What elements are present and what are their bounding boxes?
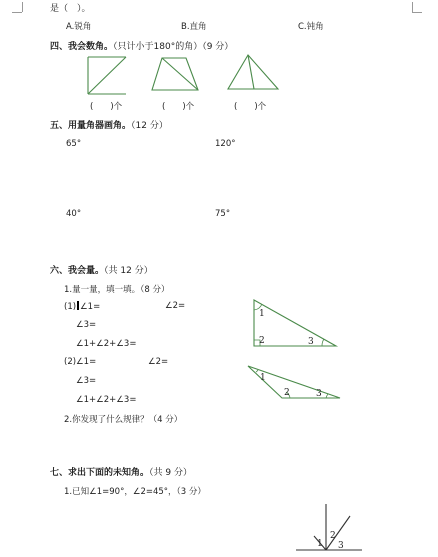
section5-heading — [50, 118, 168, 131]
section6-title: 六、我会量。 — [50, 266, 105, 276]
section5-note: （12 分） — [131, 121, 168, 131]
rule-question: 2.你发现了什么规律？（4 分） — [64, 415, 183, 425]
section5-title: 五、用量角器画角。 — [50, 121, 132, 131]
corner-mark-left — [22, 2, 23, 12]
part1-angle2: ∠2= — [165, 301, 186, 311]
fig7-label-1: 1 — [317, 539, 323, 549]
angle-65: 65° — [66, 139, 82, 149]
part2-sum: ∠1+∠2+∠3= — [76, 395, 137, 405]
part1-angle1: ∠1= — [80, 302, 101, 312]
measure-question: 1.量一量，填一填。（8 分） — [64, 285, 170, 295]
part1-sum: ∠1+∠2+∠3= — [76, 339, 137, 349]
section7-title: 七、求出下面的未知角。 — [50, 468, 150, 478]
angle-75: 75° — [215, 209, 231, 219]
part2-angle1: (2)∠1= — [64, 357, 97, 367]
angle-120: 120° — [215, 139, 236, 149]
option-b: B.直角 — [181, 22, 207, 32]
right-triangle-figure — [252, 298, 342, 350]
section4-heading — [50, 39, 233, 52]
part1-angle3: ∠3= — [76, 320, 97, 330]
figure-square-angle — [88, 57, 128, 97]
option-c: C.钝角 — [298, 22, 324, 32]
count-blank-1[interactable]: ( )个 — [90, 102, 123, 112]
option-a: A.锐角 — [66, 22, 92, 32]
tri2-label-3: 3 — [316, 389, 322, 399]
tri2-label-2: 2 — [284, 388, 290, 398]
count-blank-2[interactable]: ( )个 — [162, 102, 195, 112]
part2-angle3: ∠3= — [76, 376, 97, 386]
part1-number: (1) — [64, 302, 77, 312]
tri1-label-1: 1 — [259, 309, 265, 319]
tri1-label-3: 3 — [308, 337, 314, 347]
section6-note: （共 12 分） — [104, 266, 153, 276]
section7-note: （共 9 分） — [149, 468, 192, 478]
section7-heading — [50, 465, 192, 478]
section4-note: （只计小于180°的角）（9 分） — [113, 42, 234, 52]
corner-mark-right-h — [412, 12, 422, 13]
corner-mark-left-h — [12, 12, 22, 13]
tri1-label-2: 2 — [259, 336, 265, 346]
corner-mark-right — [412, 2, 413, 12]
angle-40: 40° — [66, 209, 82, 219]
section4-title: 四、我会数角。 — [50, 42, 114, 52]
fig7-label-3: 3 — [338, 541, 344, 551]
count-blank-3[interactable]: ( )个 — [234, 102, 267, 112]
figure-triangle — [228, 55, 280, 95]
unknown-angle-question: 1.已知∠1=90°，∠2=45°，（3 分） — [64, 487, 206, 497]
fig7-label-2: 2 — [330, 531, 336, 541]
section6-heading — [50, 263, 153, 276]
obtuse-triangle-figure — [246, 364, 346, 400]
unknown-angle-figure — [296, 500, 366, 555]
part1-label — [64, 301, 100, 312]
figure-trapezoid — [152, 58, 202, 98]
question-tail: 是（ ）。 — [50, 4, 91, 14]
tri2-label-1: 1 — [260, 373, 266, 383]
part2-angle2: ∠2= — [148, 357, 169, 367]
